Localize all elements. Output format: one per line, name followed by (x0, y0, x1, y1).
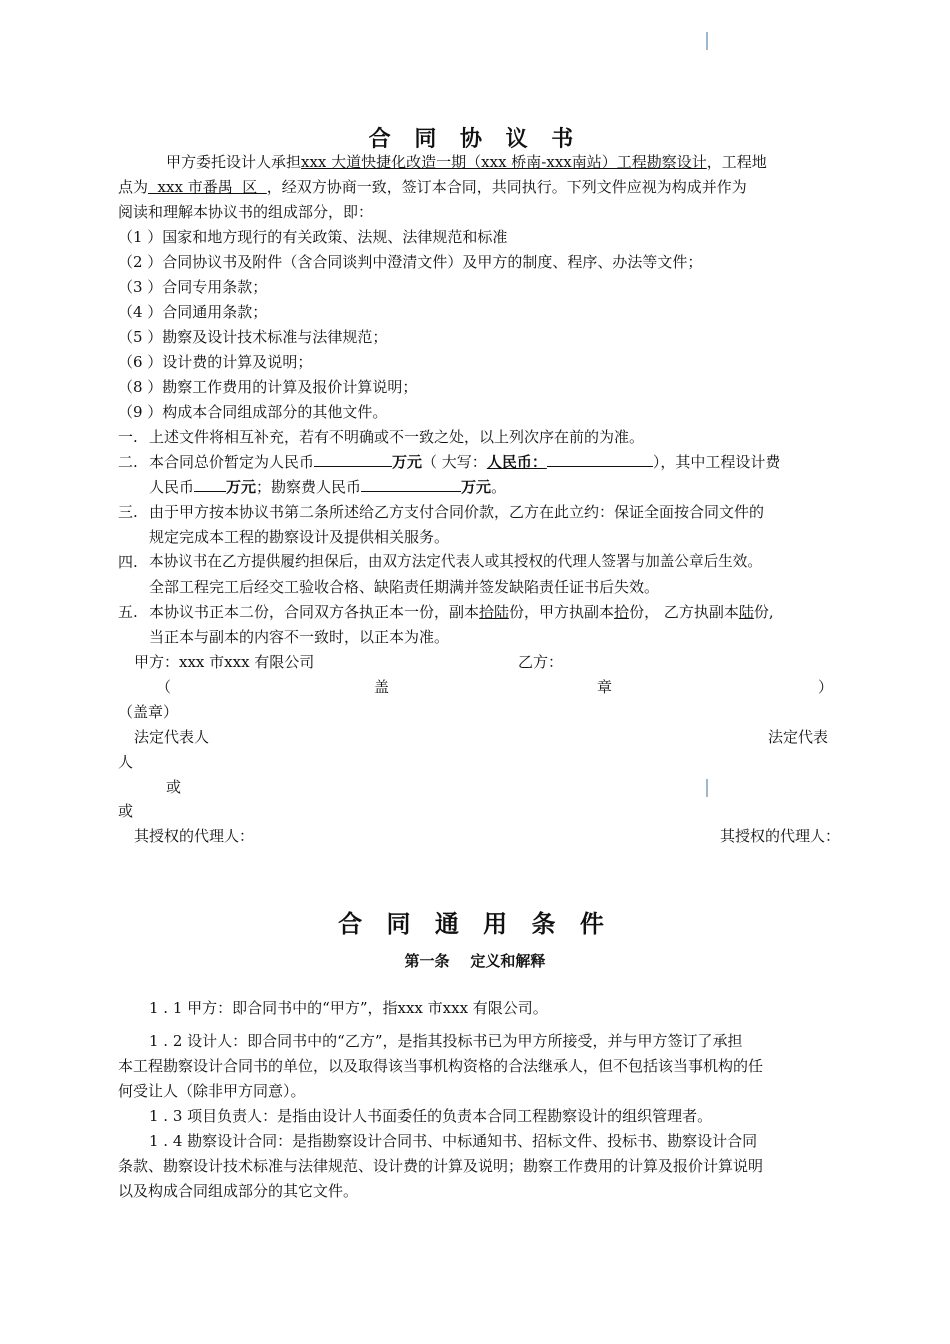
doc-item: （9 ）构成本合同组成部分的其他文件。 (118, 403, 388, 421)
project-location: xxx 市番禺 区 (148, 178, 267, 196)
doc-item: （8 ）勘察工作费用的计算及报价计算说明； (118, 378, 418, 396)
party-a-copies: 拾 (614, 603, 630, 621)
clause-4-line-1: 本协议书在乙方提供履约担保后，由双方法定代表人或其授权的代理人签署与加盖公章后生效。 (149, 553, 762, 570)
clause-5-line-2: 当正本与副本的内容不一致时，以正本为准。 (149, 628, 450, 646)
doc-item: （2 ）合同协议书及附件（含合同谈判中澄清文件）及甲方的制度、程序、办法等文件； (118, 253, 703, 271)
doc-item: （5 ）勘察及设计技术标准与法律规范； (118, 328, 388, 346)
clause-1: 上述文件将相互补充，若有不明确或不一致之处，以上列次序在前的为准。 (149, 428, 645, 446)
party-a-name: 甲方：xxx 市xxx 有限公司 (134, 653, 315, 671)
definition-item: 1 . 1 甲方：即合同书中的“甲方”，指xxx 市xxx 有限公司。 (149, 999, 548, 1017)
general-title: 合 同 通 用 条 件 (338, 909, 612, 938)
doc-item: （6 ）设计费的计算及说明； (118, 353, 313, 371)
definition-item: 1 . 3 项目负责人：是指由设计人书面委任的负责本合同工程勘察设计的组织管理者。 (149, 1107, 713, 1125)
cursor-mark-top (706, 32, 708, 50)
definition-item: 条款、勘察设计技术标准与法律规范、设计费的计算及说明；勘察工作费用的计算及报价计算说明 (118, 1157, 764, 1175)
design-fee-blank[interactable] (194, 477, 226, 492)
seal-zhang: 章 (597, 678, 613, 696)
clause-num-4: 四. (118, 553, 138, 571)
agreement-title: 合 同 协 议 书 (368, 126, 582, 152)
copies-count: 拾陆 (479, 603, 510, 621)
intro-line-3: 阅读和理解本协议书的组成部分，即： (118, 203, 374, 221)
rep-right: 法定代表 (768, 728, 829, 746)
doc-item: （3 ）合同专用条款； (118, 278, 268, 296)
clause-num-3: 三. (118, 503, 138, 521)
or-right: 或 (118, 802, 134, 820)
clause-4-line-2: 全部工程完工后经交工验收合格、缺陷责任期满并签发缺陷责任证书后失效。 (149, 578, 660, 596)
agent-left: 其授权的代理人： (134, 827, 255, 845)
seal-gai: 盖 (374, 678, 390, 696)
cursor-mark-mid (706, 779, 708, 797)
party-b-name: 乙方： (518, 653, 564, 671)
uppercase-amount-blank[interactable] (547, 452, 653, 467)
rep-left: 法定代表人 (134, 728, 210, 746)
article-heading: 第一条 定义和解释 (404, 952, 546, 970)
survey-fee-blank[interactable] (361, 477, 461, 492)
clause-2-line-2: 人民币 万元；勘察费人民币 万元。 (149, 478, 507, 496)
definition-item: 1 . 4 勘察设计合同：是指勘察设计合同书、中标通知书、招标文件、投标书、勘察设计合同 (149, 1132, 758, 1150)
intro-line-2: 点为 xxx 市番禺 区 ，经双方协商一致，签订本合同，共同执行。下列文件应视为构成并作为 (118, 178, 747, 196)
seal-line-2: （盖章） (118, 703, 179, 721)
party-b-copies: 陆 (738, 603, 754, 621)
definition-item: 以及构成合同组成部分的其它文件。 (118, 1182, 359, 1200)
clause-num-2: 二. (118, 453, 138, 471)
clause-5-line-1: 本协议书正本二份，合同双方各执正本一份，副本拾陆份，甲方执副本拾份， 乙方执副本陆份, (149, 603, 774, 621)
doc-item: （1 ）国家和地方现行的有关政策、法规、法律规范和标准 (118, 228, 508, 246)
seal-close: ） (818, 678, 834, 696)
intro-line-1: 甲方委托设计人承担xxx 大道快捷化改造一期（xxx 桥南-xxx南站）工程勘察设计，工程地 (166, 153, 767, 171)
seal-open: （ (156, 678, 172, 696)
doc-item: （4 ）合同通用条款； (118, 303, 268, 321)
clause-2-line-1: 本合同总价暂定为人民币 万元（ 大写：人民币： ），其中工程设计费 (149, 453, 781, 471)
definition-item: 1 . 2 设计人：即合同书中的“乙方”，是指其投标书已为甲方所接受，并与甲方签订了承担 (149, 1032, 743, 1050)
clause-3-line-1: 由于甲方按本协议书第二条所述给乙方支付合同价款，乙方在此立约：保证全面按合同文件的 (149, 503, 765, 521)
total-price-blank[interactable] (314, 452, 392, 467)
rep-right-wrap: 人 (118, 753, 134, 771)
definition-item: 本工程勘察设计合同书的单位，以及取得该当事机构资格的合法继承人，但不包括该当事机构的任 (118, 1057, 764, 1075)
definition-item: 何受让人（除非甲方同意）。 (118, 1082, 306, 1100)
or-left: 或 (166, 778, 182, 796)
agent-right: 其授权的代理人： (720, 827, 841, 845)
rmb-label: 人民币： (486, 453, 547, 471)
clause-3-line-2: 规定完成本工程的勘察设计及提供相关服务。 (149, 528, 450, 546)
project-name: xxx 大道快捷化改造一期（xxx 桥南-xxx南站）工程勘察设计 (301, 153, 707, 171)
clause-num-5: 五. (118, 603, 138, 621)
clause-num-1: 一. (118, 428, 138, 446)
